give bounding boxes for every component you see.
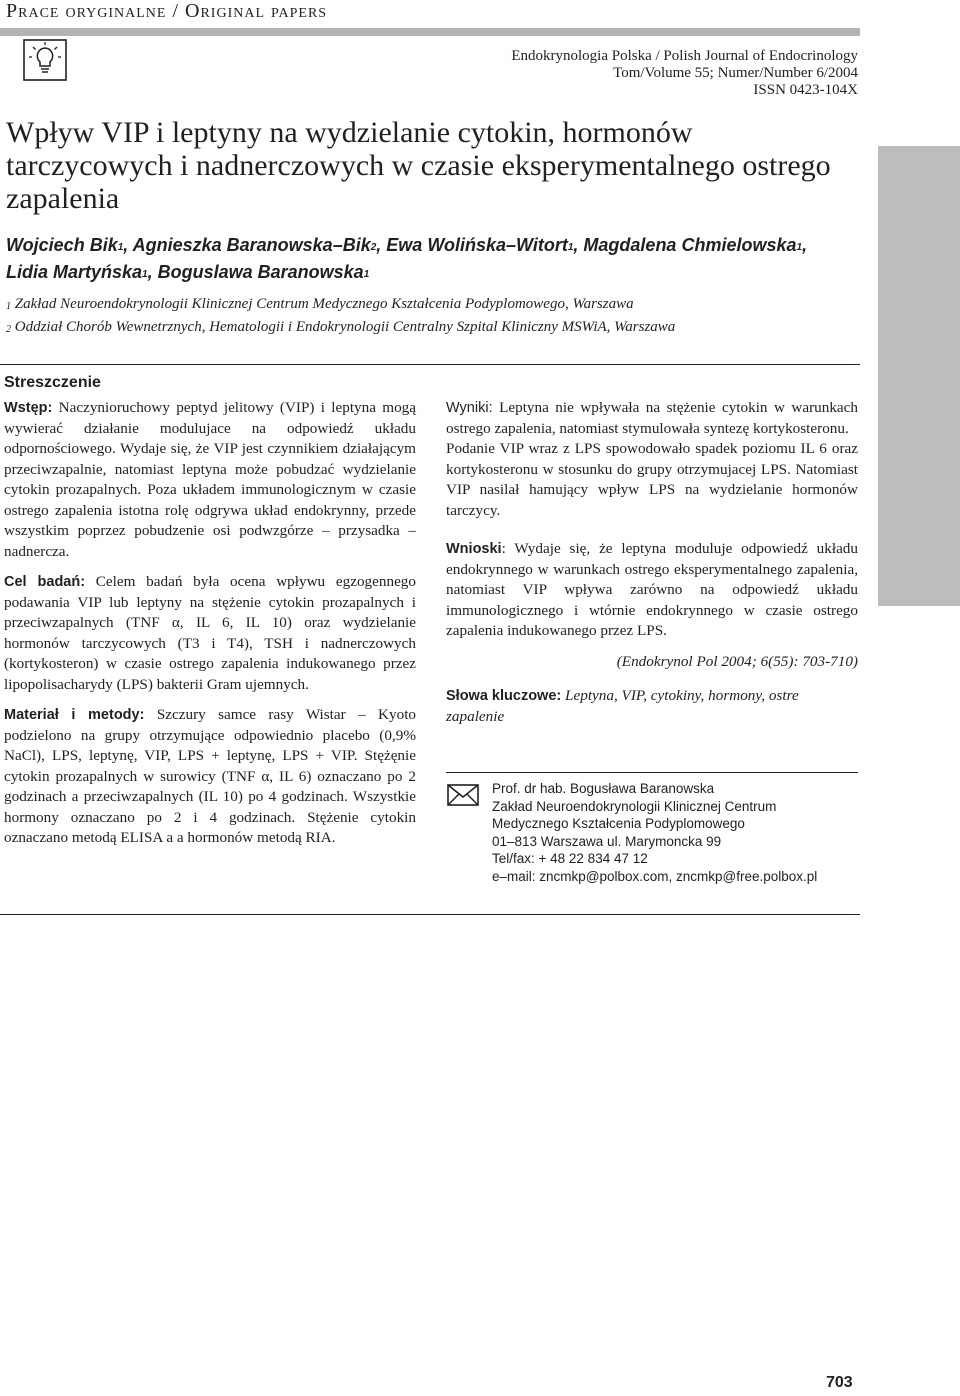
- results-text: Leptyna nie wpływała na stężenie cytokin w warunkach ostrego zapalenia, natomiast stymulowała syntezę kortykosteronu.: [446, 399, 859, 437]
- divider-bottom: [0, 914, 860, 915]
- contact-line: Zakład Neuroendokrynologii Klinicznej Centrum: [492, 798, 777, 814]
- journal-issn: ISSN 0423-104X: [753, 82, 858, 98]
- abstract-conclusions: [446, 539, 858, 642]
- affiliation-number: 1: [6, 301, 11, 312]
- author-name: Magdalena Chmielowska: [583, 235, 797, 255]
- section-label-conclusions: Wnioski: [446, 541, 502, 557]
- author-name: Ewa Wolińska–Witort: [386, 235, 568, 255]
- author-list: [6, 232, 846, 286]
- affiliation-number: 2: [6, 324, 11, 335]
- envelope-icon: [446, 780, 480, 810]
- abstract-left-column: [4, 398, 416, 859]
- side-tab-bar: [878, 146, 960, 606]
- author-name: Agnieszka Baranowska–Bik: [132, 235, 371, 255]
- contact-address: 01–813 Warszawa ul. Marymoncka 99: [492, 833, 722, 849]
- author-affiliation-mark: 2: [370, 242, 377, 253]
- header-rule: [0, 28, 860, 36]
- abstract-introduction: [4, 398, 416, 562]
- affiliation-list: [6, 293, 866, 339]
- divider: [0, 364, 860, 365]
- intro-text: Naczynioruchowy peptyd jelitowy (VIP) i leptyna mogą wywierać działanie modulujace na odpowiedź układu odpornościowego. Wydaje się, że VIP jest czynnikiem działającym przeciwzapalnie, natomiast leptyna może pobudzać wydzielanie cytokin prozapalnych. Poza układem immunologicznym w czasie ostrego zapalenia istotna rolę odgrywa układ endokrynny, przede wszystkim poprzez pobudzenie osi podwzgórze – przysadka – nadnercza.: [4, 399, 416, 560]
- contact-phone: Tel/fax: + 48 22 834 47 12: [492, 851, 648, 866]
- contact-name: Prof. dr hab. Bogusława Baranowska: [492, 781, 715, 796]
- aim-text: Celem badań była ocena wpływu egzogennego podawania VIP lub leptyny na stężenie cytokin prozapalnych i przeciwzapalnych (TNF α, IL 6, IL 10) oraz wydzielanie hormonów tarczycowych (T3 i T4), TSH i nadnerczowych (kortykosteron) w czasie ostrego zapalenia indukowanego przez lipopolisacharydy (LPS) bakterii Gram ujemnych.: [4, 573, 416, 693]
- lightbulb-icon: [16, 34, 74, 86]
- author-name: Boguslawa Baranowska: [157, 262, 364, 282]
- affiliation-text: Zakład Neuroendokrynologii Klinicznej Centrum Medycznego Kształcenia Podyplomowego, Warszawa: [14, 296, 634, 312]
- journal-volume: Tom/Volume 55; Numer/Number 6/2004: [613, 65, 858, 81]
- citation: (Endokrynol Pol 2004; 6(55): 703-710): [616, 652, 858, 670]
- contact-divider: [446, 772, 858, 773]
- author-affiliation-mark: 1: [567, 242, 574, 253]
- abstract-results: [446, 398, 858, 439]
- author-separator: ,: [123, 235, 133, 255]
- section-label-results: Wyniki:: [446, 400, 493, 416]
- abstract-heading: Streszczenie: [4, 374, 101, 391]
- affiliation-item: [6, 293, 866, 316]
- conclusions-text: : Wydaje się, że leptyna moduluje odpowiedź układu endokrynnego w warunkach ostrego eksperymentalnego zapalenia, natomiast VIP wpływa zarówno na odpowiedź układu immunologicznego i wtórnie endokrynnego w czasie ostrego zapalenia indukowanego przez LPS.: [446, 540, 858, 639]
- section-label-aim: Cel badań:: [4, 574, 86, 590]
- keywords-text: Leptyna, VIP, cytokiny, hormony, ostre zapalenie: [446, 687, 799, 725]
- journal-info: [511, 48, 858, 99]
- author-name: Wojciech Bik: [6, 235, 118, 255]
- affiliation-item: [6, 316, 866, 339]
- author-separator: ,: [147, 262, 158, 282]
- author-affiliation-mark: 1: [117, 242, 124, 253]
- section-label-methods: Materiał i metody:: [4, 707, 145, 723]
- contact-email: e–mail: zncmkp@polbox.com, zncmkp@free.polbox.pl: [492, 868, 818, 884]
- abstract-aim: [4, 572, 416, 695]
- methods-text: Szczury samce rasy Wistar – Kyoto podzielono na grupy otrzymujące odpowiednio placebo (0,9% NaCl), LPS, leptynę, VIP, LPS + leptynę, LPS + VIP. Stężęnie cytokin prozapalnych w surowicy (TNF α, IL 6) oznaczano po 2 godzinach a przeciwzapalnych (IL 10) po 4 godzinach. Wszystkie hormony oznaczano po 2 i 4 godzinach. Stężenie cytokin oznaczano metodą ELISA a a hormonów metodą RIA.: [4, 706, 417, 846]
- article-title: Wpływ VIP i leptyny na wydzielanie cytokin, hormonów tarczycowych i nadnerczowych w czasie eksperymentalnego ostrego zapalenia: [6, 116, 831, 215]
- abstract-results-continued: Podanie VIP wraz z LPS spowodowało spadek poziomu IL 6 oraz kortykosteronu w stosunku do grupy otrzymujacej LPS. Natomiast VIP nasilał hamujący wpływ LPS na wydzielanie hormonów tarczycy.: [446, 440, 858, 519]
- author-separator: ,: [802, 235, 808, 255]
- author-affiliation-mark: 1: [142, 269, 148, 280]
- keywords-label: Słowa kluczowe:: [446, 688, 562, 704]
- keywords: [446, 686, 858, 727]
- page-number: 703: [826, 1374, 853, 1391]
- abstract-methods: [4, 705, 416, 849]
- section-label-intro: Wstęp:: [4, 400, 53, 416]
- abstract-right-column: [446, 398, 858, 737]
- affiliation-text: Oddział Chorób Wewnetrznych, Hematologii i Endokrynologii Centralny Szpital Kliniczny MSWiA, Warszawa: [14, 319, 676, 335]
- author-affiliation-mark: 1: [796, 242, 803, 253]
- author-affiliation-mark: 1: [363, 269, 370, 280]
- journal-name: Endokrynologia Polska / Polish Journal of Endocrinology: [511, 48, 858, 64]
- author-name: Lidia Martyńska: [6, 262, 143, 282]
- correspondence-address: [492, 780, 872, 885]
- author-separator: ,: [376, 235, 387, 255]
- section-label: Prace oryginalne / Original papers: [6, 0, 328, 22]
- contact-line: Medycznego Kształcenia Podyplomowego: [492, 816, 745, 831]
- author-separator: ,: [573, 235, 584, 255]
